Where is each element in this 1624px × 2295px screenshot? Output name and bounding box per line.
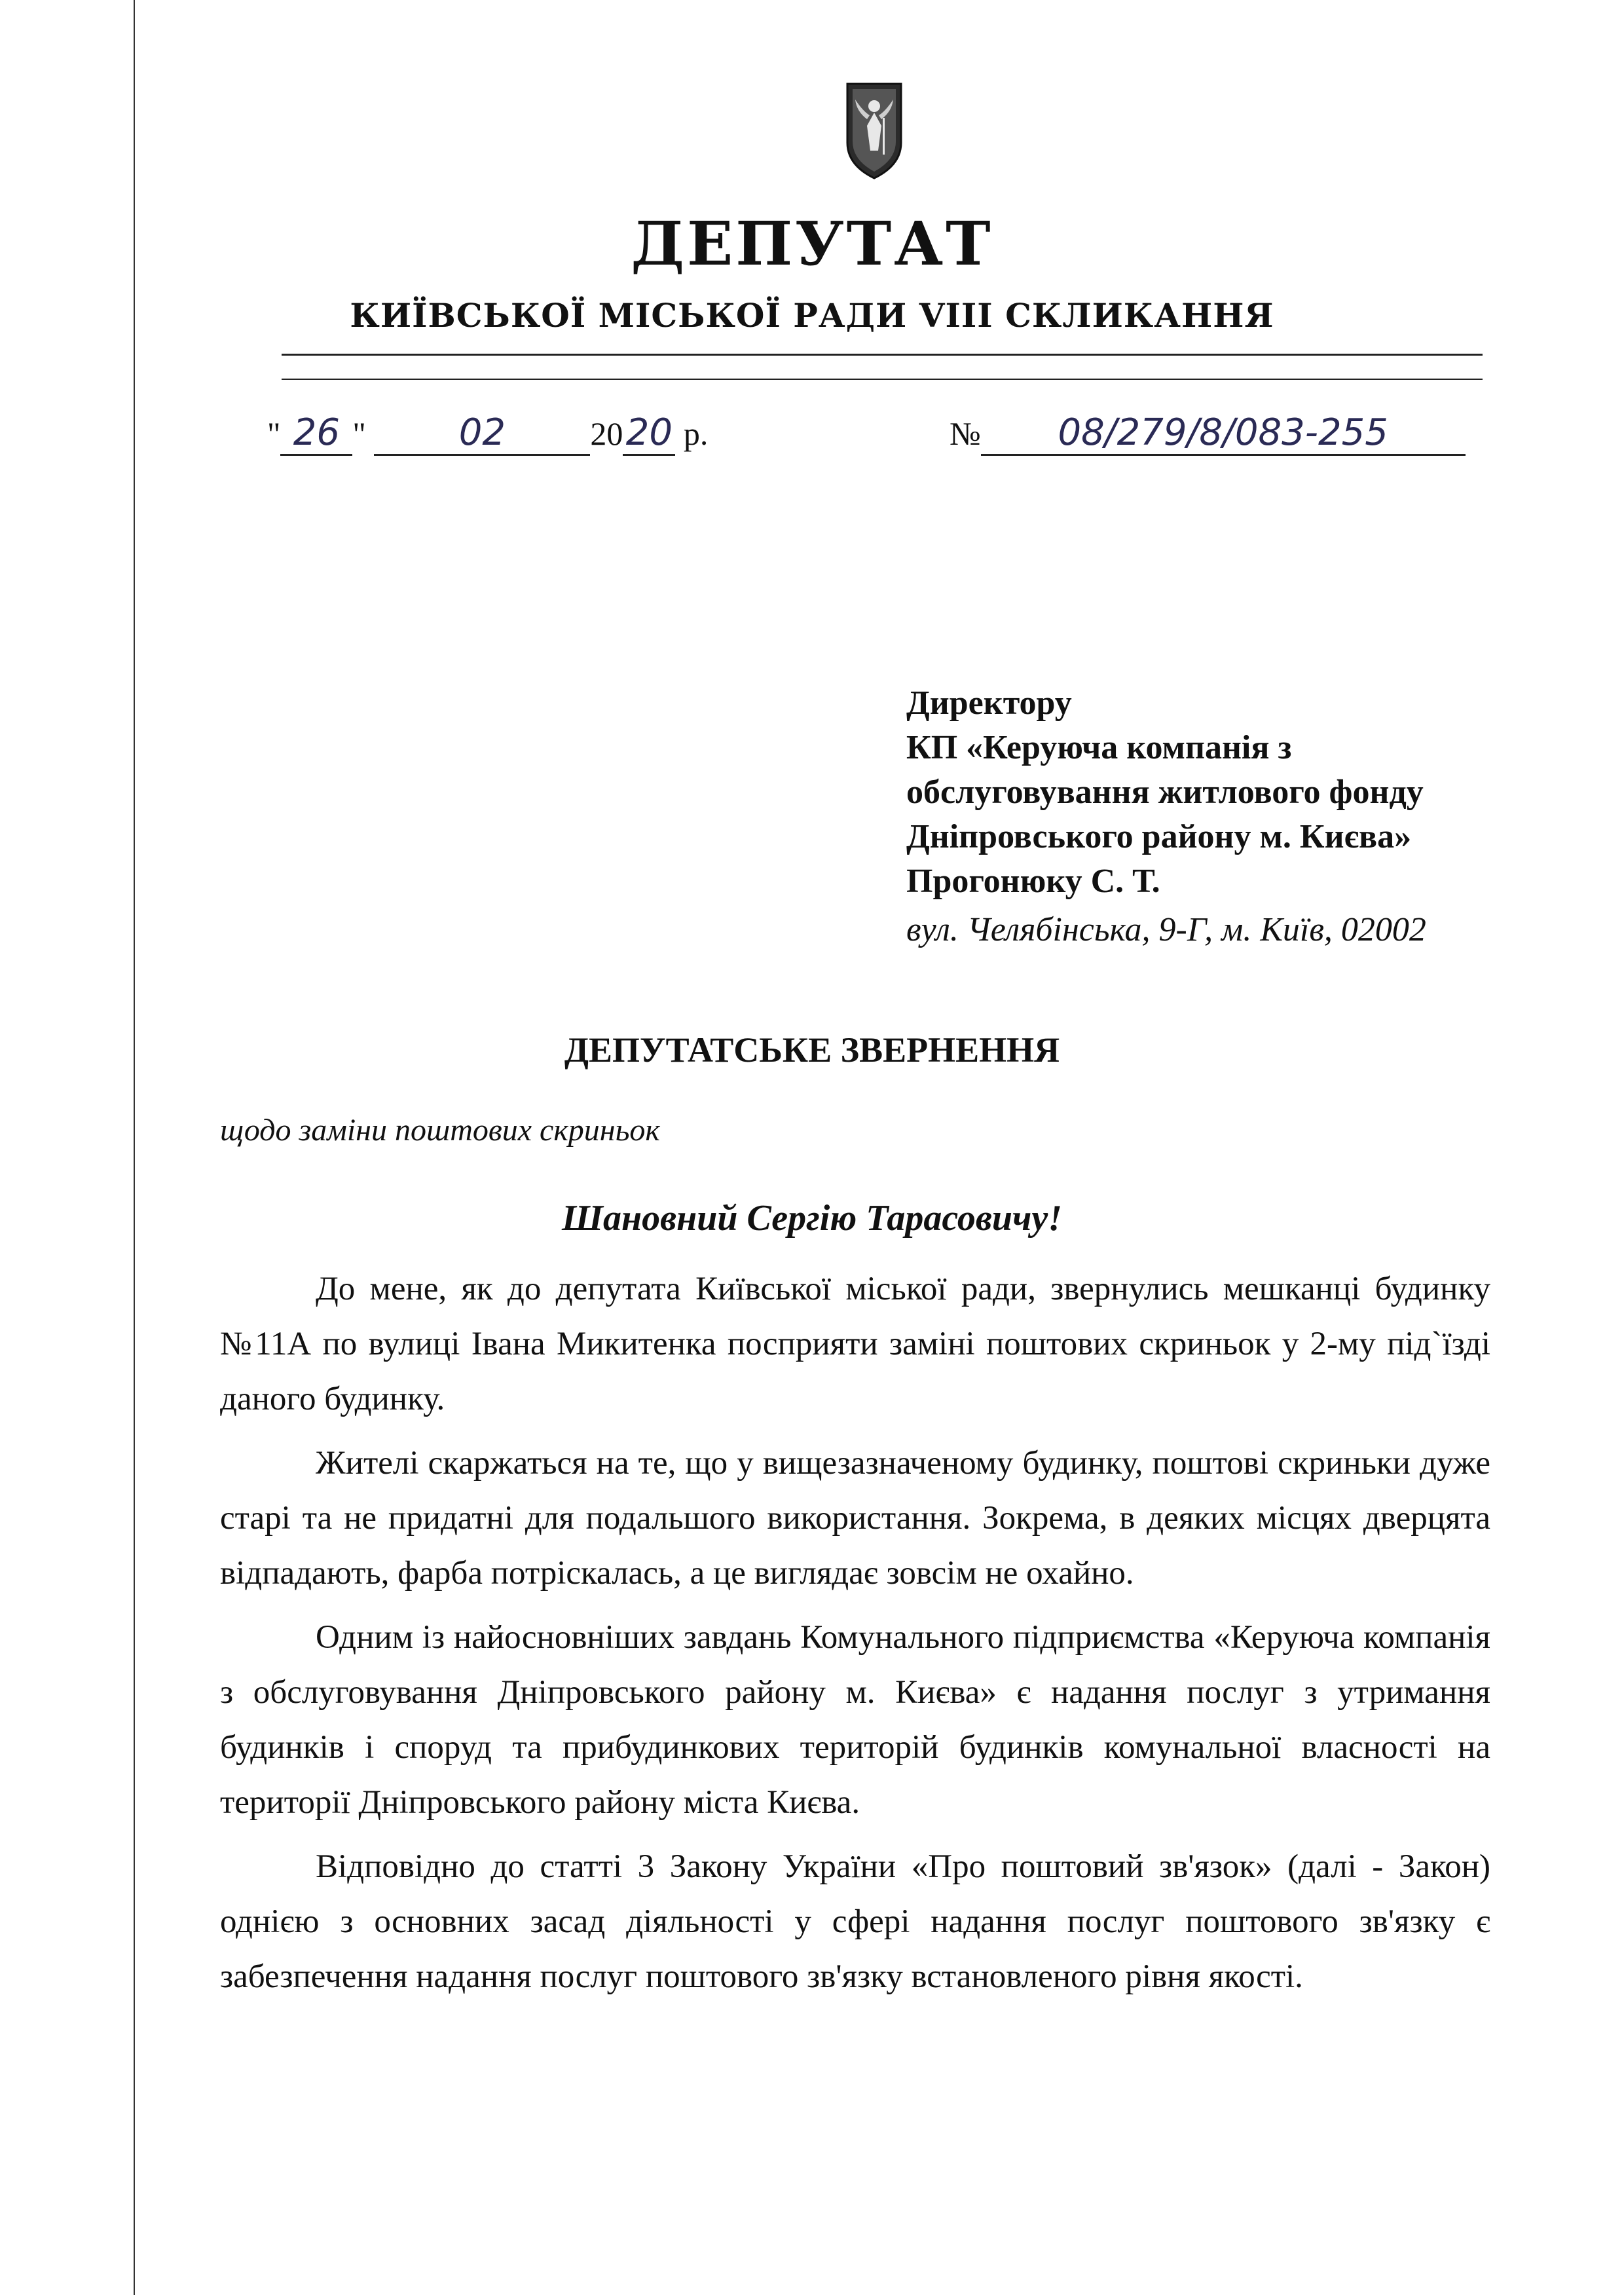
date-quote-close: " [352,415,366,452]
header-subtitle: КИЇВСЬКОЇ МІСЬКОЇ РАДИ VIII СКЛИКАННЯ [350,296,1274,335]
addressee-line4: Дніпровського району м. Києва» [906,818,1412,855]
reg-no-value: 08/279/8/083-255 [981,411,1466,456]
body-paragraph-4: Відповідно до статті 3 Закону України «Про поштовий зв'язок» (далі - Закон) однією з основних засад діяльності у сфері надання послуг поштового зв'язку є забезпечення надання послуг поштового зв'язку встановленого рівня якості. [220,1848,1490,1995]
addressee-block [906,681,1483,952]
reg-no-label: № [950,415,981,452]
registration-number [950,411,1483,464]
kyiv-coat-of-arms-icon [843,80,905,182]
date-month: 02 [374,411,590,456]
document-title: ДЕПУТАТСЬКЕ ЗВЕРНЕННЯ [564,1030,1060,1070]
addressee-line3: обслуговування житлового фонду [906,774,1424,811]
addressee-line1: Директору [906,684,1072,722]
body-paragraph-2: Жителі скаржаться на те, що у вищезазначеному будинку, поштові скриньки дуже старі та не придатні для подальшого використання. Зокрема, в деяких місцях дверцята відпадають, фарба потріскалась, а це виглядає зовсім не охайно. [220,1445,1490,1592]
header-rule-bottom [282,379,1483,380]
header-rule-top [282,354,1483,356]
document-subject: щодо заміни поштових скриньок [220,1113,660,1148]
addressee-address: вул. Челябінська, 9-Г, м. Київ, 02002 [906,911,1426,948]
addressee-line5: Прогонюку С. Т. [906,863,1160,900]
letter-date [267,411,765,464]
addressee-line2: КП «Керуюча компанія з [906,729,1292,766]
body-paragraph-1: До мене, як до депутата Київської міської ради, звернулись мешканці будинку №11А по вулиці Івана Микитенка посприяти заміні поштових скриньок у 2-му під`їзді даного будинку. [220,1271,1490,1417]
scan-margin-line [134,0,135,2295]
header-title: ДЕПУТАТ [631,208,993,279]
date-suffix: р. [683,415,709,452]
date-year-prefix: 20 [590,415,623,452]
date-quote-open: " [267,415,281,452]
document-body [220,1261,1490,2013]
date-year-suffix: 20 [623,411,675,456]
date-day: 26 [280,411,352,456]
body-paragraph-3: Одним із найосновніших завдань Комунального підприємства «Керуюча компанія з обслуговування Дніпровського району м. Києва» є надання послуг з утримання будинків і споруд та прибудинкових територій будинків комунальної власності на території Дніпровського району міста Києва. [220,1619,1490,1821]
document-salutation: Шановний Сергію Тарасовичу! [561,1198,1063,1239]
